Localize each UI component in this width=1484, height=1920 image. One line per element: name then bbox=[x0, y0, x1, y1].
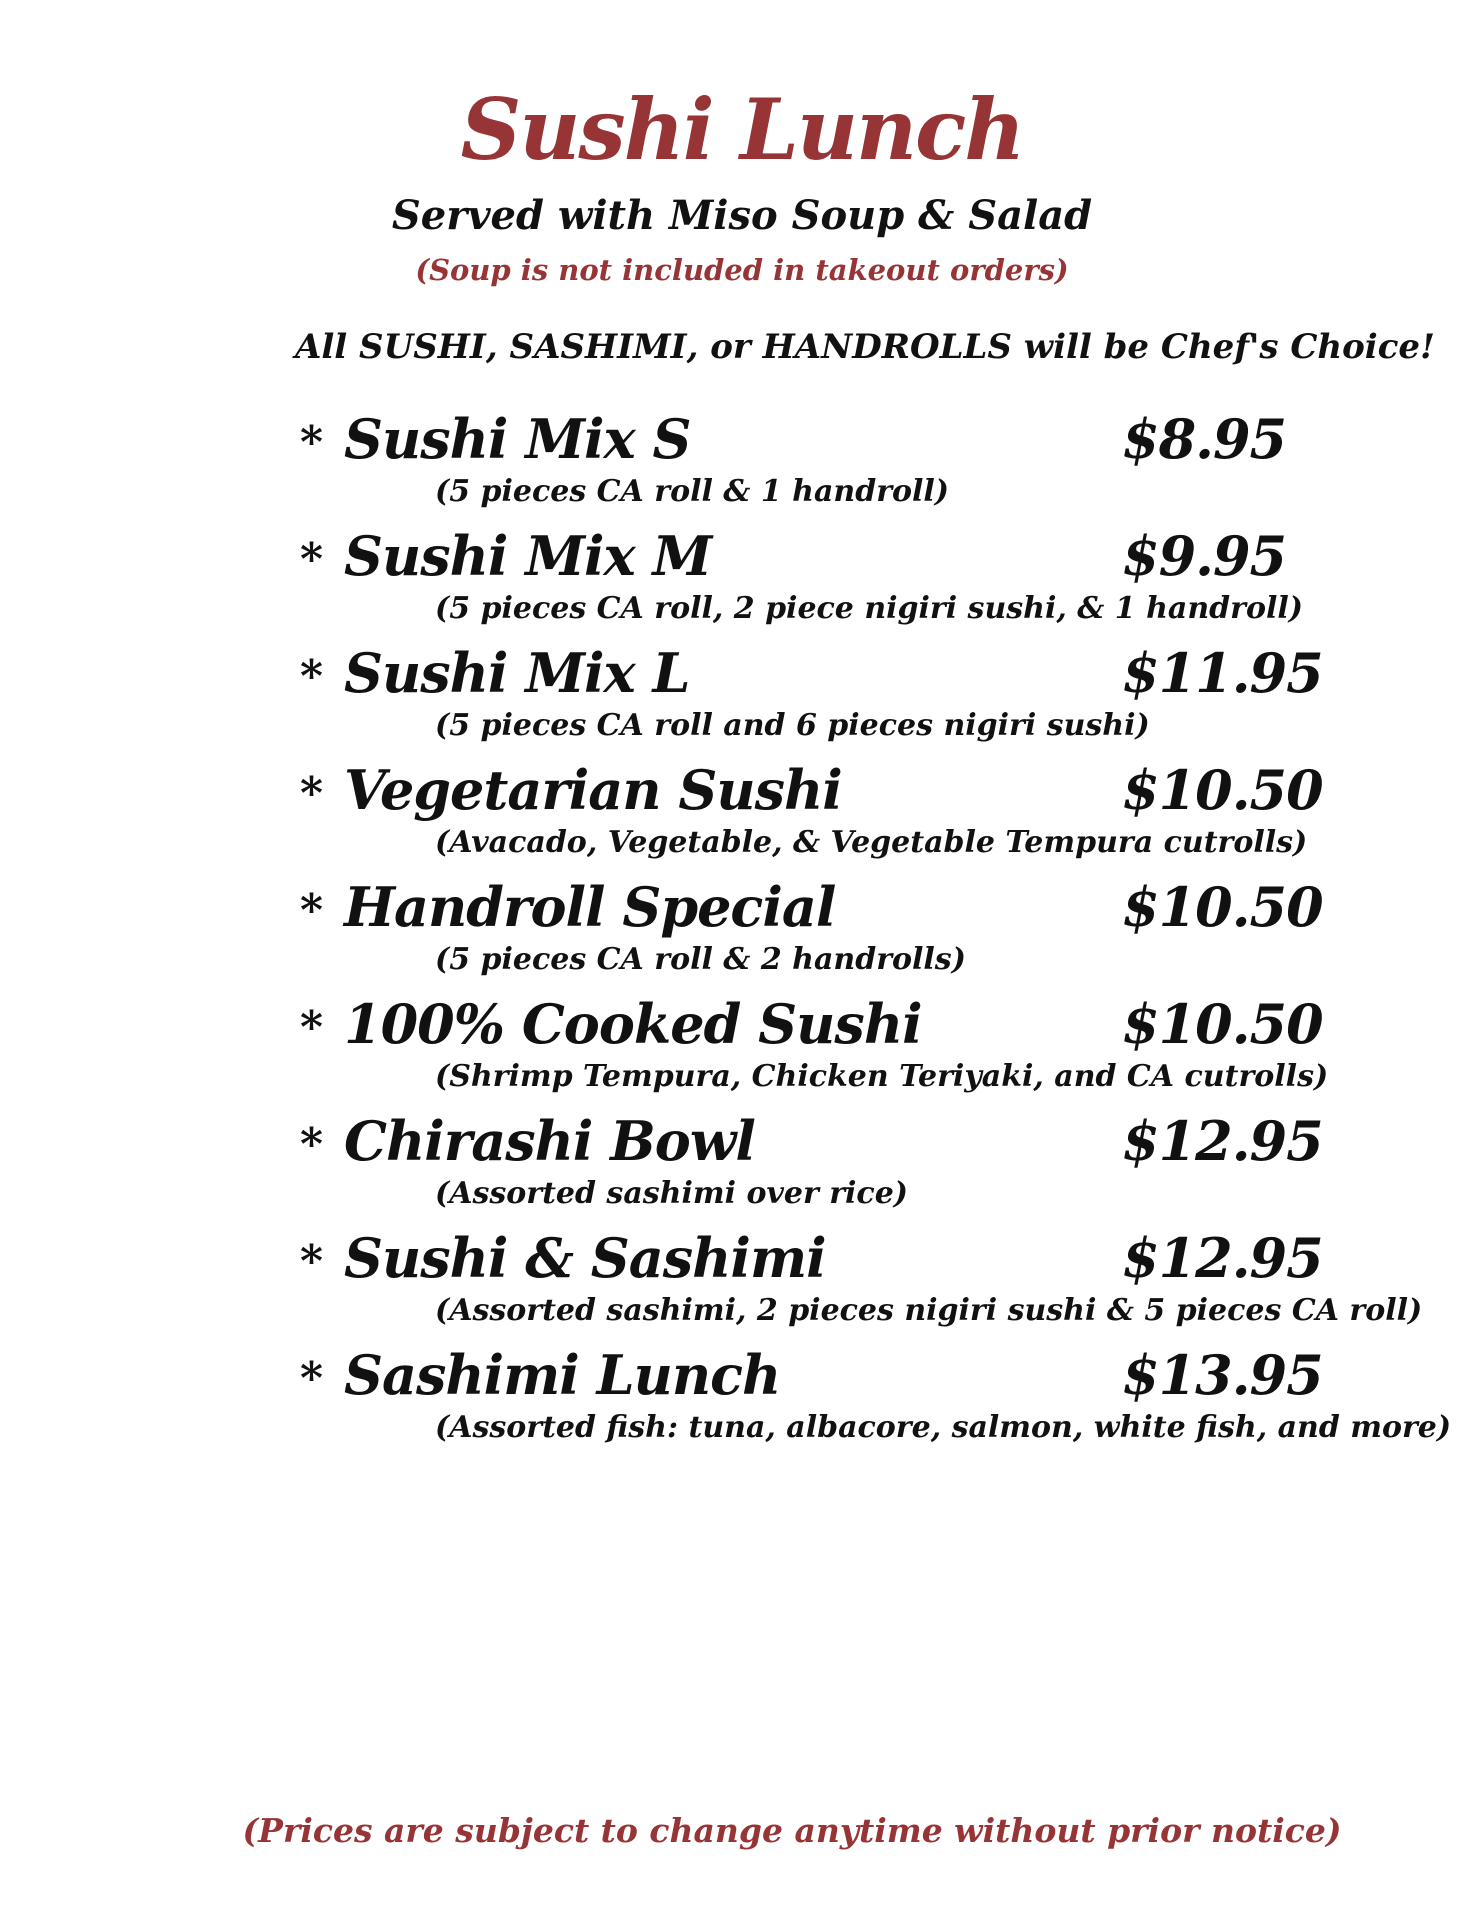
menu-item-price: $12.95 bbox=[1122, 1109, 1323, 1173]
menu-item bbox=[300, 1226, 1423, 1344]
menu-item-description: (Assorted sashimi, 2 pieces nigiri sushi & 5 pieces CA roll) bbox=[435, 1293, 1423, 1328]
menu-item-price: $13.95 bbox=[1122, 1343, 1323, 1407]
bullet-icon: * bbox=[300, 534, 324, 585]
menu-item-name: Handroll Special bbox=[344, 875, 836, 939]
menu-item-description: (5 pieces CA roll & 1 handroll) bbox=[435, 474, 949, 509]
menu-list bbox=[300, 407, 1452, 1461]
bullet-icon: * bbox=[300, 651, 324, 702]
menu-item bbox=[300, 1343, 1452, 1461]
menu-item-description: (Shrimp Tempura, Chicken Teriyaki, and CA cutrolls) bbox=[435, 1059, 1329, 1094]
menu-item-description: (Avacado, Vegetable, & Vegetable Tempura cutrolls) bbox=[435, 825, 1308, 860]
menu-item-price: $12.95 bbox=[1122, 1226, 1323, 1290]
menu-item-name: Sashimi Lunch bbox=[344, 1343, 781, 1407]
menu-item-price: $10.50 bbox=[1122, 758, 1323, 822]
menu-item bbox=[300, 992, 1329, 1110]
price-disclaimer: (Prices are subject to change anytime without prior notice) bbox=[242, 1811, 1342, 1850]
menu-item bbox=[300, 758, 1323, 876]
menu-item bbox=[300, 524, 1303, 642]
menu-item-description: (5 pieces CA roll and 6 pieces nigiri sushi) bbox=[435, 708, 1150, 743]
menu-item bbox=[300, 1109, 1323, 1227]
menu-item-name: Vegetarian Sushi bbox=[344, 758, 842, 822]
bullet-icon: * bbox=[300, 768, 324, 819]
menu-item-price: $10.50 bbox=[1122, 992, 1323, 1056]
menu-item bbox=[300, 641, 1323, 759]
menu-item bbox=[300, 875, 1323, 993]
takeout-note: (Soup is not included in takeout orders) bbox=[415, 253, 1069, 287]
menu-item-description: (Assorted sashimi over rice) bbox=[435, 1176, 908, 1211]
menu-item-description: (Assorted fish: tuna, albacore, salmon, white fish, and more) bbox=[435, 1410, 1452, 1445]
bullet-icon: * bbox=[300, 1353, 324, 1404]
bullet-icon: * bbox=[300, 1119, 324, 1170]
bullet-icon: * bbox=[300, 417, 324, 468]
menu-item-name: Chirashi Bowl bbox=[344, 1109, 755, 1173]
menu-item-name: Sushi & Sashimi bbox=[344, 1226, 826, 1290]
menu-item bbox=[300, 408, 1300, 525]
bullet-icon: * bbox=[300, 885, 324, 936]
menu-item-description: (5 pieces CA roll & 2 handrolls) bbox=[435, 942, 966, 977]
menu-item-price: $11.95 bbox=[1122, 641, 1323, 705]
menu-item-name: Sushi Mix S bbox=[344, 407, 691, 471]
menu-item-description: (5 pieces CA roll, 2 piece nigiri sushi, & 1 handroll) bbox=[435, 591, 1303, 626]
menu-item-price: $10.50 bbox=[1122, 875, 1323, 939]
page-subtitle: Served with Miso Soup & Salad bbox=[391, 192, 1093, 239]
menu-item-price: $8.95 bbox=[1122, 407, 1287, 471]
bullet-icon: * bbox=[300, 1002, 324, 1053]
menu-item-name: 100% Cooked Sushi bbox=[344, 992, 922, 1056]
chef-choice-note: All SUSHI, SASHIMI, or HANDROLLS will be Chef's Choice! bbox=[295, 327, 1435, 367]
menu-item-name: Sushi Mix L bbox=[344, 641, 690, 705]
menu-item-price: $9.95 bbox=[1122, 524, 1287, 588]
menu-item-name: Sushi Mix M bbox=[344, 524, 712, 588]
bullet-icon: * bbox=[300, 1236, 324, 1287]
page-title: Sushi Lunch bbox=[460, 80, 1024, 179]
